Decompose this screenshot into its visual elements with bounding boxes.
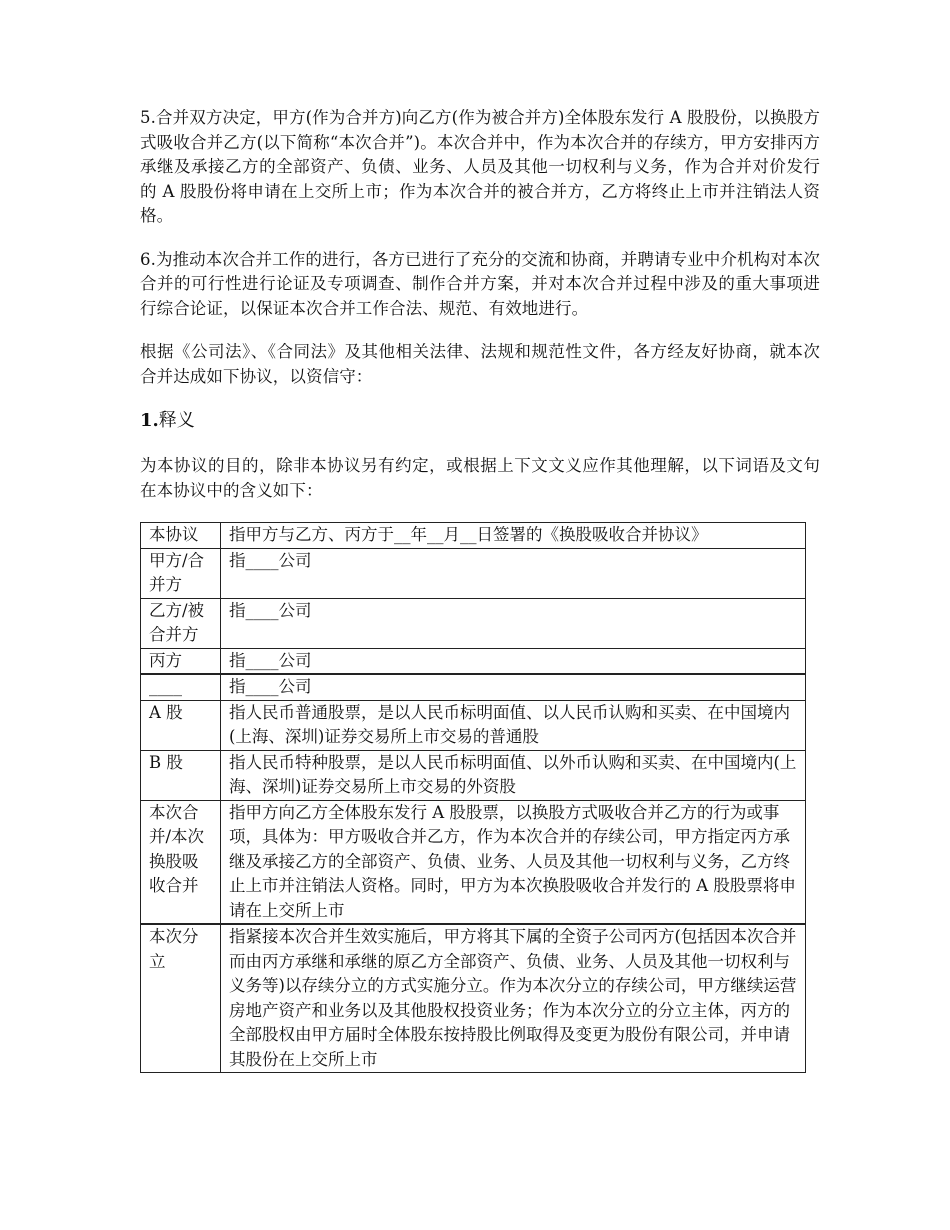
paragraph-5: 5.合并双方决定，甲方(作为合并方)向乙方(作为被合并方)全体股东发行 A 股股份，以换股方式吸收合并乙方(以下简称“本次合并”)。本次合并中，作为本次合并的存续方，甲方安排丙方承继及承接乙方的全部资产、负债、业务、人员及其他一切权利与义务，作为合并对价发行的 A 股股份将申请在上交所上市；作为本次合并的被合并方，乙方将终止上市并注销法人资格。 (140, 108, 820, 225)
definition-cell: 指____公司 (221, 674, 806, 700)
table-row (141, 750, 806, 800)
term-cell: 丙方 (141, 648, 221, 674)
document-body (140, 106, 820, 1073)
definitions-intro: 为本协议的目的，除非本协议另有约定，或根据上下文文义应作其他理解，以下词语及文句在本协议中的含义如下： (140, 456, 820, 500)
section-title: 释义 (158, 410, 195, 431)
table-row (141, 523, 806, 549)
definition-cell: 指人民币特种股票，是以人民币标明面值、以外币认购和买卖、在中国境内(上海、深圳)证券交易所上市交易的外资股 (221, 750, 806, 800)
term-cell: ____ (141, 674, 221, 700)
table-row (141, 674, 806, 700)
table-row (141, 648, 806, 674)
definition-cell: 指甲方与乙方、丙方于__年__月__日签署的《换股吸收合并协议》 (221, 523, 806, 549)
section-heading (140, 408, 820, 434)
definition-cell: 指紧接本次合并生效实施后，甲方将其下属的全资子公司丙方(包括因本次合并而由丙方承继和承继的原乙方全部资产、负债、业务、人员及其他一切权利与义务等)以存续分立的方式实施分立。作为本次分立的存续公司，甲方继续运营房地产资产和业务以及其他股权投资业务；作为本次分立的分立主体，丙方的全部股权由甲方届时全体股东按持股比例取得及变更为股份有限公司，并申请其股份在上交所上市 (221, 924, 806, 1073)
table-row (141, 700, 806, 750)
definition-cell: 指____公司 (221, 598, 806, 648)
definition-cell: 指甲方向乙方全体股东发行 A 股股票，以换股方式吸收合并乙方的行为或事项，具体为：甲方吸收合并乙方，作为本次合并的存续公司，甲方指定丙方承继及承接乙方的全部资产、负债、业务、人员及其他一切权利与义务，乙方终止上市并注销法人资格。同时，甲方为本次换股吸收合并发行的 A 股股票将申请在上交所上市 (221, 800, 806, 924)
table-row (141, 924, 806, 1073)
term-cell: 本协议 (141, 523, 221, 549)
definition-cell: 指____公司 (221, 648, 806, 674)
term-cell: 甲方/合并方 (141, 548, 221, 598)
definitions-table (140, 522, 806, 1073)
definition-cell: 指____公司 (221, 548, 806, 598)
section-number: 1. (140, 410, 159, 431)
paragraph-6: 6.为推动本次合并工作的进行，各方已进行了充分的交流和协商，并聘请专业中介机构对本次合并的可行性进行论证及专项调查、制作合并方案，并对本次合并过程中涉及的重大事项进行综合论证，以保证本次合并工作合法、规范、有效地进行。 (140, 249, 820, 318)
definition-cell: 指人民币普通股票，是以人民币标明面值、以人民币认购和买卖、在中国境内(上海、深圳)证券交易所上市交易的普通股 (221, 700, 806, 750)
table-row (141, 598, 806, 648)
term-cell: A 股 (141, 700, 221, 750)
table-row (141, 800, 806, 924)
table-row (141, 548, 806, 598)
term-cell: B 股 (141, 750, 221, 800)
paragraph-agreement-basis: 根据《公司法》、《合同法》及其他相关法律、法规和规范性文件，各方经友好协商，就本次合并达成如下协议，以资信守： (140, 342, 820, 386)
term-cell: 乙方/被合并方 (141, 598, 221, 648)
term-cell: 本次分立 (141, 924, 221, 1073)
term-cell: 本次合并/本次换股吸收合并 (141, 800, 221, 924)
